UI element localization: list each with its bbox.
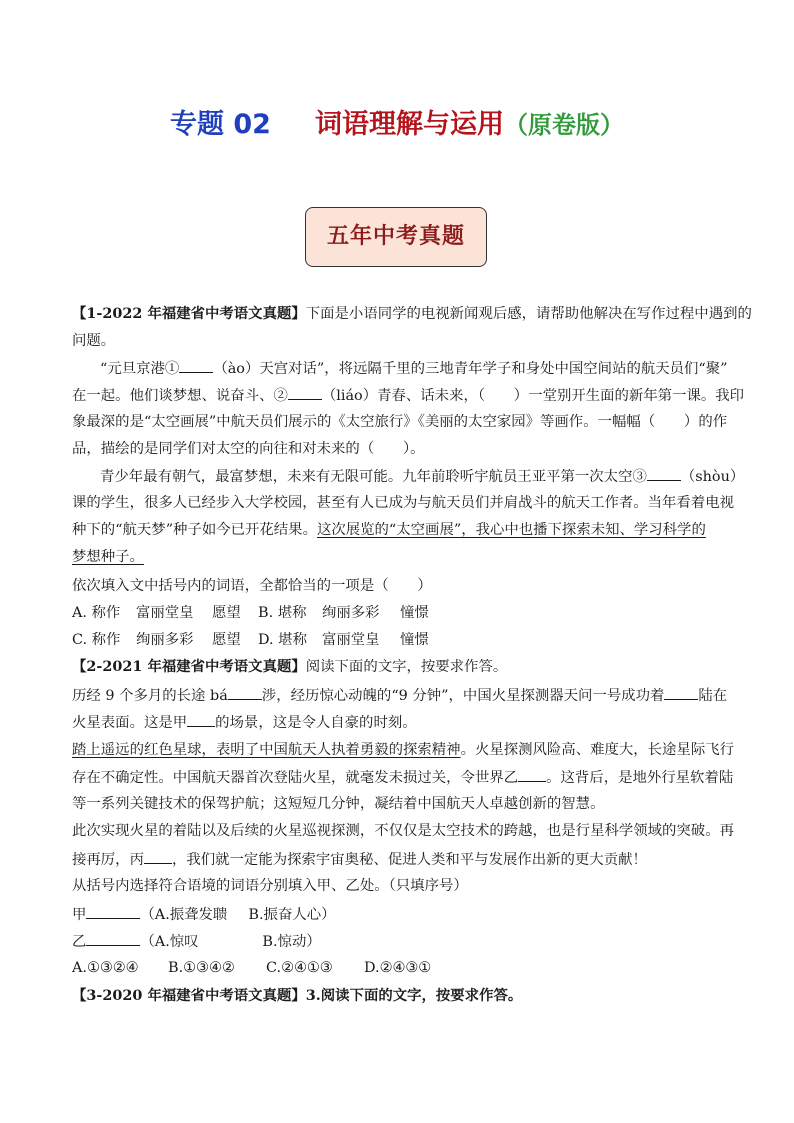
q2-line1 [72,685,727,706]
q1-tag: 【1-2022 年福建省中考语文真题】 [72,305,306,322]
q2-line4 [72,767,733,788]
q2-l2b: 的场景，这是令人自豪的时刻。 [215,715,417,731]
q3-tag: 【3-2020 年福建省中考语文真题】 [72,987,306,1004]
q2-l2a: 火星表面。这是甲 [72,715,188,731]
section-badge: 五年中考真题 [305,207,487,267]
q2-l3b: 。火星探测风险高、难度大，长途星际飞行 [460,742,734,758]
blank-3 [647,466,681,481]
q1-p1-a: “元旦京港① [100,361,180,377]
q2-yi [72,931,321,952]
q2-l1b: 涉，经历惊心动魄的“9 分钟”，中国火星探测器天问一号成功着 [261,688,665,704]
yi-label: 乙 [72,934,87,950]
opt-b-w2: 憧憬 [400,605,429,621]
q1-options-row1 [72,603,429,623]
blank-2 [288,385,322,400]
jia-a: （A.振聋发聩 [140,907,228,923]
jia-label: 甲 [72,907,87,923]
choice-c: C.②④①③ [266,960,333,976]
q2-line5: 等一系列关键技术的保驾护航；这短短几分钟，凝结着中国航天人卓越创新的智慧。 [72,796,605,812]
q2-jia [72,904,336,925]
yi-b: B.惊动） [262,934,321,950]
choice-d: D.②④③① [364,960,432,976]
blank-jia [187,712,215,727]
q2-l4a: 存在不确定性。中国航天器首次登陆火星，就毫发未损过关，令世界乙 [72,770,519,786]
q2-choices [72,958,431,978]
title-prefix: 专题 02 [170,109,271,140]
q1-p2-l3a: 种下的“航天梦”种子如今已开花结果。 [72,522,317,538]
q2-l4b: 。这背后，是地外行星软着陆 [546,770,734,786]
opt-d-w2: 憧憬 [400,632,429,648]
q2-l7b: ，我们就一定能为探索宇宙奥秘、促进人类和平与发展作出新的更大贡献！ [171,852,647,868]
jia-blank [86,904,140,919]
q1-p1-line1 [100,358,728,379]
blank-ba [228,685,262,700]
q1-p2-line3 [72,520,706,540]
yi-blank [86,931,140,946]
q1-p1-l2: 在一起。他们谈梦想、说奋斗、② [72,388,288,404]
opt-d-w1: 富丽堂皇 [322,632,380,648]
q2-line2 [72,712,417,733]
page-title [0,102,794,141]
choice-a: A.①③②④ [72,960,139,976]
q1-intro-line2: 问题。 [72,333,116,349]
q1-prompt: 依次填入文中括号内的词语，全都恰当的一项是（ ） [72,578,432,594]
q1-p1-l2b: （liáo）青春、话未来，（ ）一堂别开生面的新年第一课。我印 [321,388,745,404]
opt-c-w2: 愿望 [212,632,241,648]
blank-bing [144,849,172,864]
blank-zhuo [664,685,698,700]
q2-tag: 【2-2021 年福建省中考语文真题】 [72,658,306,675]
q1-p2-line1 [100,466,744,487]
opt-b-w1: 绚丽多彩 [322,605,380,621]
q1-intro-text: 下面是小语同学的电视新闻观后感，请帮助他解决在写作过程中遇到的 [305,306,752,322]
q2-intro [72,657,507,677]
q2-intro-text: 阅读下面的文字，按要求作答。 [305,659,508,675]
q1-p1-b: （ào）天宫对话”，将远隔千里的三地青年学子和身处中国空间站的航天员们“聚” [213,361,728,377]
q1-p1-line2 [72,385,744,406]
q1-intro [72,304,752,324]
blank-yi [518,767,546,782]
opt-a-w2: 愿望 [212,605,241,621]
q1-p1-line3: 象最深的是“太空画展”中航天员们展示的《太空旅行》《美丽的太空家园》等画作。一幅幅（ ）的作 [72,414,728,430]
yi-a: （A.惊叹 [140,934,199,950]
q1-p2-a: 青少年最有朝气，最富梦想，未来有无限可能。九年前聆听宇航员王亚平第一次太空③ [100,469,647,485]
opt-d: D. 堪称 [258,632,307,648]
q1-options-row2 [72,630,429,650]
q2-l1c: 陆在 [698,688,728,704]
q1-p2-line2: 课的学生，很多人已经步入大学校园，甚至有人已成为与航天员们并肩战斗的航天工作者。当年看着电视 [72,495,734,511]
q2-line6: 此次实现火星的着陆以及后续的火星巡视探测，不仅仅是太空技术的跨越，也是行星科学领域的突破。再 [72,823,734,839]
q2-l7a: 接再厉，丙 [72,852,144,868]
q2-line7 [72,849,647,870]
opt-a-w1: 富丽堂皇 [136,605,194,621]
jia-b: B.振奋人心） [248,907,336,923]
q2-line8: 从括号内选择符合语境的词语分别填入甲、乙处。（只填序号） [72,878,468,894]
opt-a: A. 称作 [72,605,121,621]
blank-1 [179,358,213,373]
q2-line3 [72,740,734,760]
q3-intro [72,986,522,1006]
q3-text: 3.阅读下面的文字，按要求作答。 [305,987,523,1004]
q2-l3a-underlined: 踏上遥远的红色星球，表明了中国航天人执着勇毅的探索精神 [72,742,461,758]
q1-p1-line4: 品，描绘的是同学们对太空的向往和对未来的（ ）。 [72,441,425,457]
opt-b: B. 堪称 [258,605,307,621]
q1-p2-line4: 梦想种子。 [72,549,144,565]
title-main: 词语理解与运用 [314,109,504,140]
opt-c-w1: 绚丽多彩 [136,632,194,648]
q1-p2-underlined: 这次展览的“太空画展”，我心中也播下探索未知、学习科学的 [316,522,706,538]
q2-l1a: 历经 9 个多月的长途 bá [72,688,228,704]
q1-p2-b: （shòu） [680,469,745,485]
opt-c: C. 称作 [72,632,121,648]
title-suffix: （原卷版） [503,111,624,139]
choice-b: B.①③④② [168,960,235,976]
